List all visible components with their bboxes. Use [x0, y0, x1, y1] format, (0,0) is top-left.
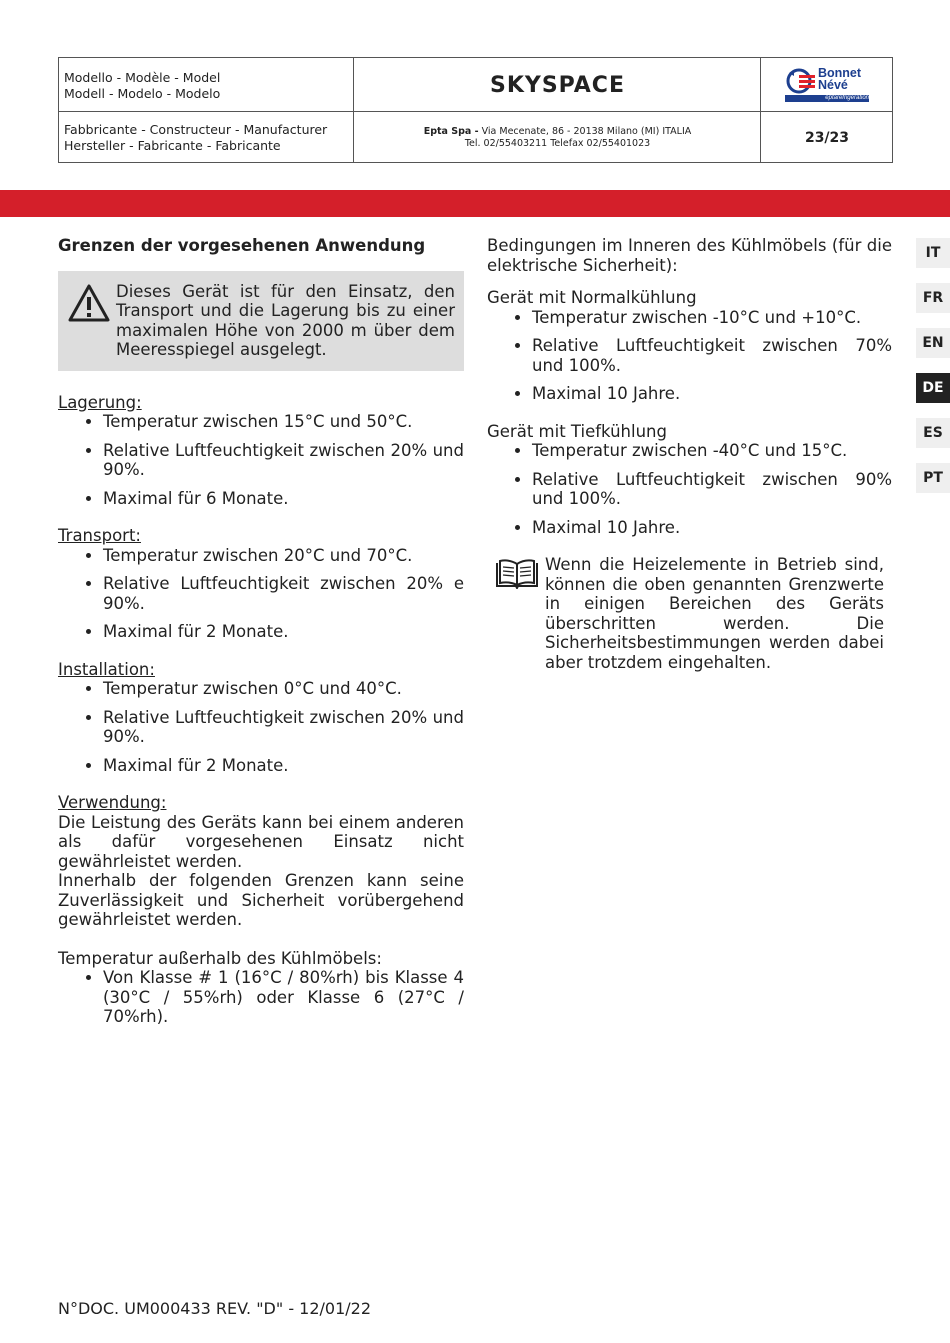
model-label [64, 70, 220, 102]
list-item: • Relative Luftfeuchtigkeit zwischen 90% und 100%. [532, 470, 892, 509]
list-item: • Maximal für 2 Monate. [103, 756, 464, 776]
list-item: • Maximal 10 Jahre. [532, 518, 892, 538]
list-item: • Maximal 10 Jahre. [532, 384, 892, 404]
normal-cooling-section [487, 288, 892, 404]
logo-text-line1: Bonnet [818, 66, 862, 80]
usage-paragraph: Innerhalb der folgenden Grenzen kann seine Zuverlässigkeit und Sicherheit vorübergehend gewährleistet werden. [58, 871, 464, 929]
document-number: N°DOC. UM000433 REV. "D" - 12/01/22 [58, 1299, 372, 1318]
tab-language-fr[interactable]: FR [916, 283, 950, 313]
company-name: Epta Spa - [423, 125, 479, 137]
warning-text: Dieses Gerät ist für den Einsatz, den Transport und die Lagerung bis zu einer maximalen Höhe von 2000 m über dem Meeresspiegel ausgelegt. [116, 281, 455, 359]
warning-box [58, 271, 464, 371]
list-item: • Relative Luftfeuchtigkeit zwischen 20% e 90%. [103, 574, 464, 613]
outside-temp-section [58, 949, 464, 1027]
list-item: • Relative Luftfeuchtigkeit zwischen 70% und 100%. [532, 336, 892, 375]
right-column [487, 236, 892, 672]
address-text: Via Mecenate, 86 - 20138 Milano (MI) ITALIA [481, 125, 692, 137]
page-number: 23/23 [804, 129, 850, 146]
inside-conditions-intro: Bedingungen im Inneren des Kühlmöbels (für die elektrische Sicherheit): [487, 236, 892, 275]
accent-bar [0, 190, 950, 217]
logo-subtext: eptarefrigeration [825, 95, 869, 101]
brand-logo [761, 58, 893, 112]
usage-paragraph: Die Leistung des Geräts kann bei einem anderen als dafür vorgesehenen Einsatz nicht gewährleistet werden. [58, 812, 464, 871]
list-item: • Maximal für 2 Monate. [103, 622, 464, 642]
tab-language-pt[interactable]: PT [916, 463, 950, 493]
manufacturer-label [64, 122, 327, 154]
outside-temp-label: Temperatur außerhalb des Kühlmöbels: [58, 948, 382, 968]
list-item: • Temperatur zwischen -40°C und 15°C. [532, 441, 892, 461]
list-item: • Temperatur zwischen 20°C und 70°C. [103, 546, 464, 566]
installation-label: Installation: [58, 659, 155, 679]
usage-section [58, 793, 464, 930]
company-address [354, 112, 761, 163]
usage-label: Verwendung: [58, 793, 167, 812]
logo-emblem-icon [785, 67, 817, 95]
manufacturer-label-line2: Hersteller - Fabricante - Fabricante [64, 138, 281, 153]
tab-language-es[interactable]: ES [916, 418, 950, 448]
deep-freeze-section [487, 422, 892, 538]
storage-label: Lagerung: [58, 392, 142, 412]
section-title: Grenzen der vorgesehenen Anwendung [58, 236, 426, 255]
model-label-line1: Modello - Modèle - Model [64, 70, 221, 85]
logo-text-line2: Névé [818, 78, 848, 92]
tab-language-de[interactable]: DE [916, 373, 950, 403]
list-item: • Von Klasse # 1 (16°C / 80%rh) bis Klasse 4 (30°C / 55%rh) oder Klasse 6 (27°C / 70%rh). [103, 968, 464, 1027]
deep-freeze-label: Gerät mit Tiefkühlung [487, 421, 667, 441]
left-column [58, 236, 464, 1045]
document-header [58, 57, 893, 163]
list-item: • Relative Luftfeuchtigkeit zwischen 20% und 90%. [103, 441, 464, 480]
product-name: SKYSPACE [490, 72, 625, 98]
warning-icon [67, 283, 111, 323]
normal-cooling-label: Gerät mit Normalkühlung [487, 288, 697, 307]
language-tabs [916, 238, 950, 508]
list-item: • Temperatur zwischen 0°C und 40°C. [103, 679, 464, 699]
note-text: Wenn die Heizelemente in Betrieb sind, können die oben genannten Grenzwerte in einigen Bereichen des Geräts überschritten werden. Die Sicherheitsbestimmungen werden dabei aber trotzdem eingehalten. [545, 555, 884, 672]
note-box [487, 555, 892, 672]
storage-section [58, 393, 464, 509]
transport-section [58, 526, 464, 642]
manufacturer-label-line1: Fabbricante - Constructeur - Manufacturer [64, 122, 328, 137]
installation-section [58, 660, 464, 776]
manual-book-icon [495, 559, 539, 589]
model-label-line2: Modell - Modelo - Modelo [64, 86, 221, 101]
list-item: • Maximal für 6 Monate. [103, 489, 464, 509]
list-item: • Temperatur zwischen -10°C und +10°C. [532, 308, 892, 328]
tab-language-en[interactable]: EN [916, 328, 950, 358]
phone-text: Tel. 02/55403211 Telefax 02/55401023 [464, 137, 651, 149]
list-item: • Relative Luftfeuchtigkeit zwischen 20% und 90%. [103, 708, 464, 747]
tab-language-it[interactable]: IT [916, 238, 950, 268]
transport-label: Transport: [58, 526, 141, 545]
list-item: • Temperatur zwischen 15°C und 50°C. [103, 412, 464, 432]
